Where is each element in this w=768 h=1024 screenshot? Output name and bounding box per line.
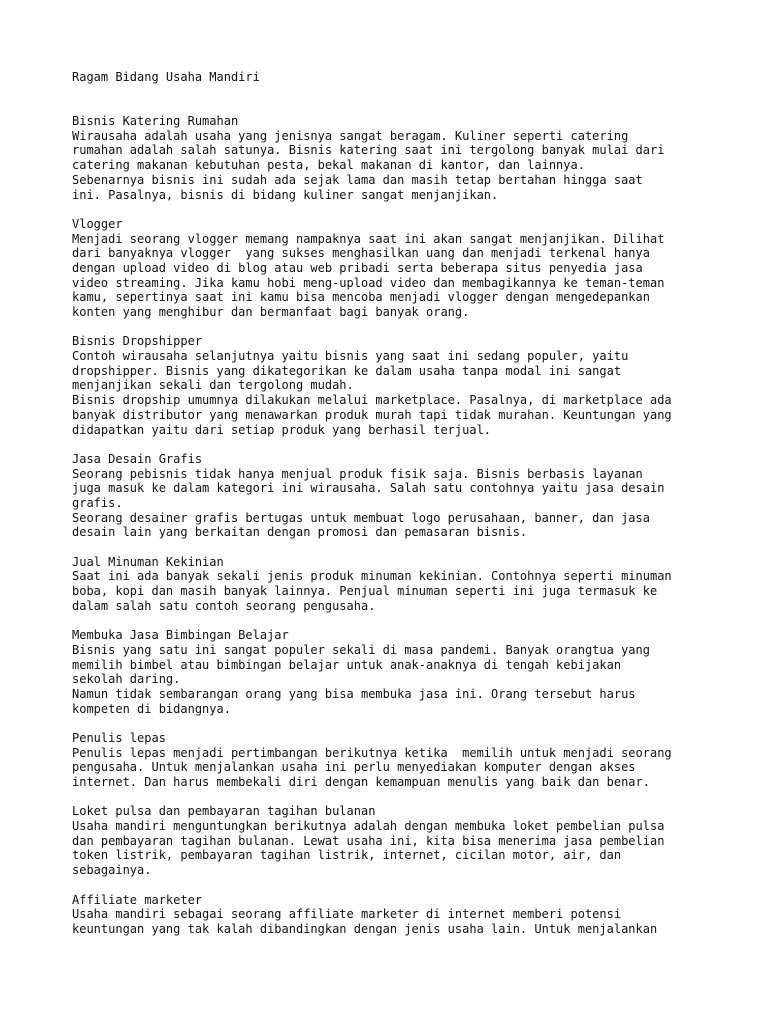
paragraph-line: Sebenarnya bisnis ini sudah ada sejak lama dan masih tetap bertahan hingga saat	[72, 172, 643, 187]
paragraph-line: Saat ini ada banyak sekali jenis produk minuman kekinian. Contohnya seperti minuman	[72, 569, 672, 584]
paragraph-line: Wirausaha adalah usaha yang jenisnya sangat beragam. Kuliner seperti catering	[72, 128, 629, 143]
section	[72, 334, 712, 437]
paragraph-line: dari banyaknya vlogger yang sukses menghasilkan uang dan menjadi terkenal hanya	[72, 246, 650, 261]
section-heading: Affiliate marketer	[72, 892, 203, 907]
paragraph-line: Usaha mandiri sebagai seorang affiliate marketer di internet memberi potensi	[72, 907, 622, 922]
section	[72, 555, 712, 614]
paragraph-line: Usaha mandiri menguntungkan berikutnya adalah dengan membuka loket pembelian pulsa	[72, 819, 665, 834]
paragraph-line: menjanjikan sekali dan tergolong mudah.	[72, 378, 354, 393]
paragraph-line: dan pembayaran tagihan bulanan. Lewat usaha ini, kita bisa menerima jasa pembelian	[72, 833, 665, 848]
section-heading: Jasa Desain Grafis	[72, 451, 203, 466]
section	[72, 804, 712, 877]
section-heading: Loket pulsa dan pembayaran tagihan bulanan	[72, 804, 376, 819]
document-page	[72, 70, 712, 951]
paragraph-line: Seorang desainer grafis bertugas untuk membuat logo perusahaan, banner, dan jasa	[72, 510, 650, 525]
paragraph-line: dengan upload video di blog atau web pribadi serta beberapa situs penyedia jasa	[72, 260, 643, 275]
paragraph-line: grafis.	[72, 495, 123, 510]
paragraph-line: internet. Dan harus membekali diri dengan kemampuan menulis yang baik dan benar.	[72, 775, 650, 790]
paragraph-line: ini. Pasalnya, bisnis di bidang kuliner sangat menjanjikan.	[72, 187, 499, 202]
section	[72, 452, 712, 540]
paragraph-line: boba, kopi dan masih banyak lainnya. Penjual minuman seperti ini juga termasuk ke	[72, 584, 658, 599]
paragraph-line: token listrik, pembayaran tagihan listrik, internet, cicilan motor, air, dan	[72, 848, 622, 863]
paragraph-line: konten yang menghibur dan bermanfaat bagi banyak orang.	[72, 305, 470, 320]
paragraph-line: desain lain yang berkaitan dengan promosi dan pemasaran bisnis.	[72, 525, 528, 540]
paragraph-line: rumahan adalah salah satunya. Bisnis katering saat ini tergolong banyak mulai dari	[72, 143, 665, 158]
paragraph-line: pengusaha. Untuk menjalankan usaha ini perlu menyediakan komputer dengan akses	[72, 760, 636, 775]
paragraph-line: video streaming. Jika kamu hobi meng-upload video dan membagikannya ke teman-teman	[72, 275, 665, 290]
section	[72, 893, 712, 937]
paragraph-line: juga masuk ke dalam kategori ini wirausaha. Salah satu contohnya yaitu jasa desain	[72, 481, 665, 496]
section	[72, 217, 712, 320]
paragraph-line: sekolah daring.	[72, 672, 181, 687]
section-heading: Penulis lepas	[72, 730, 166, 745]
section-heading: Membuka Jasa Bimbingan Belajar	[72, 628, 289, 643]
paragraph-line: Seorang pebisnis tidak hanya menjual produk fisik saja. Bisnis berbasis layanan	[72, 466, 643, 481]
paragraph-line: Namun tidak sembarangan orang yang bisa membuka jasa ini. Orang tersebut harus	[72, 686, 636, 701]
paragraph-line: Bisnis dropship umumnya dilakukan melalui marketplace. Pasalnya, di marketplace ada	[72, 393, 672, 408]
paragraph-line: Penulis lepas menjadi pertimbangan berikutnya ketika memilih untuk menjadi seorang	[72, 745, 672, 760]
section-heading: Vlogger	[72, 216, 123, 231]
paragraph-line: didapatkan yaitu dari setiap produk yang berhasil terjual.	[72, 422, 492, 437]
paragraph-line: kompeten di bidangnya.	[72, 701, 231, 716]
document-body	[72, 114, 712, 937]
paragraph-line: dalam salah satu contoh seorang pengusaha.	[72, 598, 376, 613]
paragraph-line: keuntungan yang tak kalah dibandingkan dengan jenis usaha lain. Untuk menjalankan	[72, 921, 658, 936]
paragraph-line: catering makanan kebutuhan pesta, bekal makanan di kantor, dan lainnya.	[72, 158, 585, 173]
section	[72, 628, 712, 716]
section-heading: Bisnis Katering Rumahan	[72, 114, 239, 129]
section	[72, 114, 712, 202]
paragraph-line: Contoh wirausaha selanjutnya yaitu bisnis yang saat ini sedang populer, yaitu	[72, 349, 629, 364]
paragraph-line: sebagainya.	[72, 863, 152, 878]
paragraph-line: memilih bimbel atau bimbingan belajar untuk anak-anaknya di tengah kebijakan	[72, 657, 622, 672]
section-heading: Jual Minuman Kekinian	[72, 554, 224, 569]
paragraph-line: Bisnis yang satu ini sangat populer sekali di masa pandemi. Banyak orangtua yang	[72, 642, 650, 657]
document-title: Ragam Bidang Usaha Mandiri	[72, 70, 260, 84]
section-heading: Bisnis Dropshipper	[72, 334, 203, 349]
paragraph-line: dropshipper. Bisnis yang dikategorikan ke dalam usaha tanpa modal ini sangat	[72, 363, 622, 378]
section	[72, 731, 712, 790]
paragraph-line: Menjadi seorang vlogger memang nampaknya saat ini akan sangat menjanjikan. Dilihat	[72, 231, 665, 246]
paragraph-line: banyak distributor yang menawarkan produk murah tapi tidak murahan. Keuntungan yang	[72, 407, 672, 422]
paragraph-line: kamu, sepertinya saat ini kamu bisa mencoba menjadi vlogger dengan mengedepankan	[72, 290, 650, 305]
